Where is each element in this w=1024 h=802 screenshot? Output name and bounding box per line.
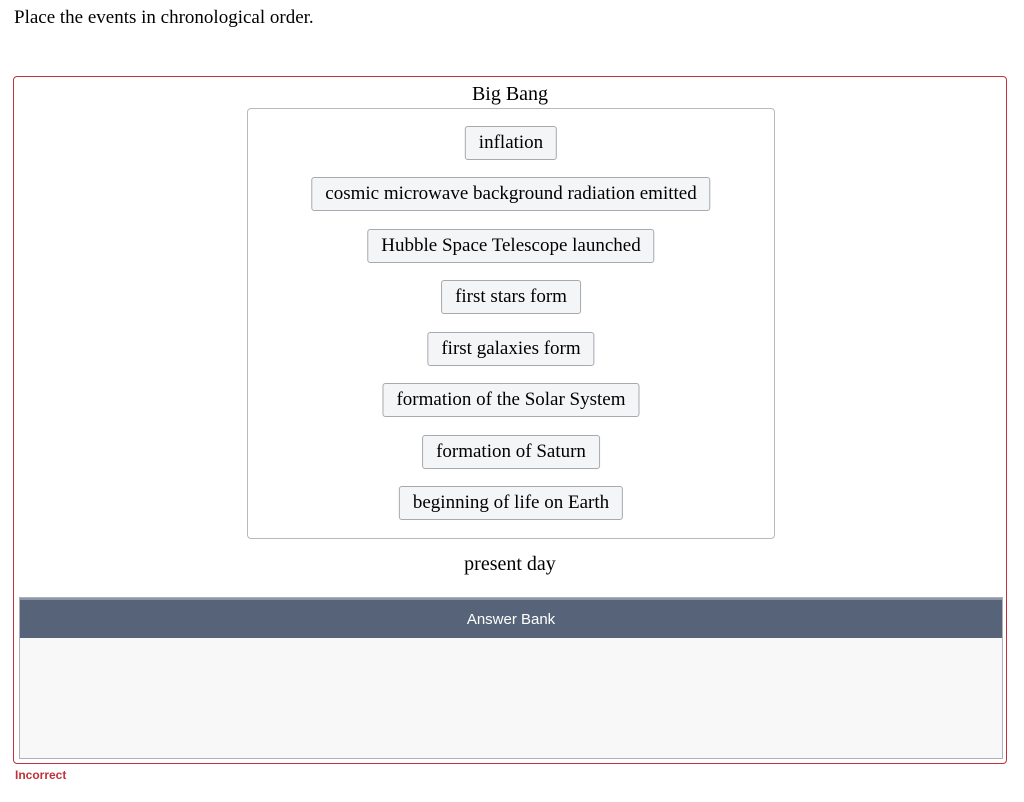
question-instruction: Place the events in chronological order. bbox=[14, 7, 314, 28]
draggable-event-cmb-emitted[interactable]: cosmic microwave background radiation emitted bbox=[311, 177, 710, 211]
timeline-start-label: Big Bang bbox=[471, 83, 549, 105]
draggable-event-saturn[interactable]: formation of Saturn bbox=[422, 435, 600, 469]
timeline-end-label: present day bbox=[464, 553, 556, 575]
draggable-event-first-stars[interactable]: first stars form bbox=[441, 280, 581, 314]
draggable-event-inflation[interactable]: inflation bbox=[465, 126, 557, 160]
ordering-drop-zone[interactable] bbox=[247, 108, 775, 539]
draggable-event-life-on-earth[interactable]: beginning of life on Earth bbox=[399, 486, 623, 520]
draggable-event-hubble-launched[interactable]: Hubble Space Telescope launched bbox=[367, 229, 654, 263]
answer-bank-drop-area[interactable] bbox=[20, 638, 1002, 758]
answer-bank bbox=[19, 597, 1003, 759]
draggable-event-solar-system[interactable]: formation of the Solar System bbox=[382, 383, 639, 417]
draggable-event-first-galaxies[interactable]: first galaxies form bbox=[427, 332, 594, 366]
answer-bank-header: Answer Bank bbox=[20, 598, 1002, 638]
question-container bbox=[13, 76, 1007, 764]
status-message: Incorrect bbox=[15, 768, 67, 782]
